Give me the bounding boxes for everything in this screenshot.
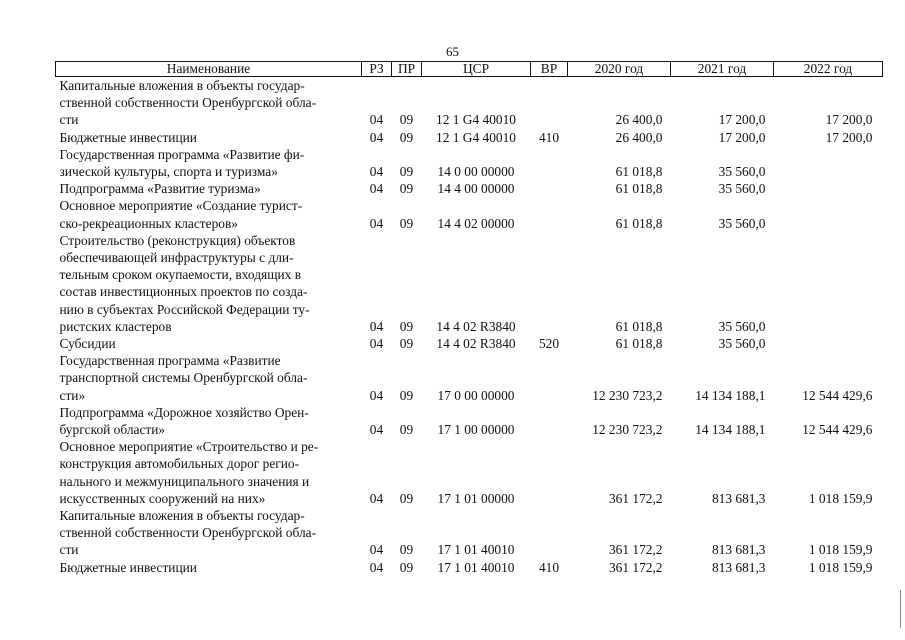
- row-rz-cell: 04: [369, 542, 384, 558]
- row-rz-cell: 04: [369, 215, 384, 231]
- row-2021-value: 14 134 188,1: [695, 387, 766, 403]
- row-2022-value: [774, 197, 883, 231]
- row-rz-cell: 04: [369, 318, 384, 334]
- row-2020-value: 12 230 723,2: [592, 387, 663, 403]
- row-2021-value: 35 560,0: [718, 181, 766, 197]
- row-2022-value: 12 544 429,6: [802, 387, 873, 403]
- row-pr-cell: 09: [399, 129, 414, 145]
- budget-table: [55, 61, 883, 576]
- row-name-cell: Капитальные вложения в объекты государ- ственной собственности Оренбургской обла- сти: [59, 78, 317, 128]
- row-pr-cell: 09: [399, 387, 414, 403]
- scan-edge-mark: [900, 590, 901, 628]
- row-2020-value: 61 018,8: [615, 181, 663, 197]
- row-rz-cell: 04: [369, 559, 384, 575]
- row-csr-cell: 14 4 02 R3840: [436, 318, 516, 334]
- row-csr-cell: 17 1 00 00000: [437, 422, 515, 438]
- row-vr-cell: [531, 77, 568, 129]
- table-row: [56, 507, 883, 559]
- row-2021-value: 813 681,3: [711, 542, 766, 558]
- table-header-row: [56, 62, 883, 77]
- row-2021-value: 17 200,0: [718, 129, 766, 145]
- header-year-2020: 2020 год: [568, 62, 671, 77]
- row-vr-cell: [531, 146, 568, 180]
- header-csr: ЦСР: [422, 62, 531, 77]
- row-2022-value: [774, 180, 883, 197]
- row-2020-value: 61 018,8: [615, 215, 663, 231]
- row-vr-cell: [531, 352, 568, 404]
- row-pr-cell: 09: [399, 112, 414, 128]
- row-csr-cell: 14 4 02 R3840: [436, 336, 516, 352]
- row-2020-value: 61 018,8: [615, 318, 663, 334]
- row-2020-value: 26 400,0: [615, 129, 663, 145]
- row-rz-cell: 04: [369, 336, 384, 352]
- row-rz-cell: 04: [369, 490, 384, 506]
- table-row: [56, 559, 883, 576]
- row-csr-cell: 17 1 01 40010: [437, 559, 515, 575]
- row-2022-value: 12 544 429,6: [802, 422, 873, 438]
- row-csr-cell: 14 0 00 00000: [437, 164, 515, 180]
- row-2021-value: 813 681,3: [711, 559, 766, 575]
- row-csr-cell: 14 4 02 00000: [437, 215, 515, 231]
- row-name-cell: Строительство (реконструкция) объектов обеспечивающей инфраструктуры с дли- тельным сроком окупаемости, входящих в состав инвестиционных проектов по созда- нию в субъектах Российской Федерации ту- ристских кластеров: [59, 232, 310, 334]
- page-number: 65: [446, 44, 459, 59]
- table-row: [56, 352, 883, 404]
- row-name-cell: Основное мероприятие «Строительство и ре- конструкция автомобильных дорог регио- нального и межмуниципального значения и искусственных сооружений на них»: [59, 439, 319, 506]
- row-pr-cell: 09: [399, 542, 414, 558]
- row-pr-cell: 09: [399, 318, 414, 334]
- row-pr-cell: 09: [399, 181, 414, 197]
- row-2021-value: 35 560,0: [718, 336, 766, 352]
- row-rz-cell: 04: [369, 181, 384, 197]
- row-2021-value: 35 560,0: [718, 215, 766, 231]
- row-rz-cell: 04: [369, 164, 384, 180]
- row-2021-value: 813 681,3: [711, 490, 766, 506]
- row-2021-value: 14 134 188,1: [695, 422, 766, 438]
- row-name-cell: Бюджетные инвестиции: [59, 559, 197, 575]
- row-name-cell: Государственная программа «Развитие фи- зической культуры, спорта и туризма»: [59, 146, 305, 180]
- row-2021-value: 35 560,0: [718, 318, 766, 334]
- table-body: [56, 77, 883, 576]
- table-row: [56, 197, 883, 231]
- table-row: [56, 146, 883, 180]
- row-2020-value: 361 172,2: [608, 559, 663, 575]
- row-vr-cell: [531, 180, 568, 197]
- row-2020-value: 26 400,0: [615, 112, 663, 128]
- table-row: [56, 180, 883, 197]
- row-rz-cell: 04: [369, 387, 384, 403]
- row-csr-cell: 12 1 G4 40010: [436, 129, 516, 145]
- header-name: Наименование: [56, 62, 362, 77]
- row-rz-cell: 04: [369, 129, 384, 145]
- row-2020-value: 12 230 723,2: [592, 422, 663, 438]
- row-2022-value: [774, 146, 883, 180]
- row-vr-cell: [531, 197, 568, 231]
- row-2022-value: [774, 335, 883, 352]
- row-2021-value: 35 560,0: [718, 164, 766, 180]
- row-csr-cell: 17 1 01 40010: [437, 542, 515, 558]
- row-name-cell: Субсидии: [59, 336, 116, 352]
- row-vr-cell: [531, 404, 568, 438]
- row-2020-value: 361 172,2: [608, 542, 663, 558]
- row-vr-cell: [531, 507, 568, 559]
- row-vr-cell: 410: [538, 559, 560, 575]
- header-rz: РЗ: [362, 62, 392, 77]
- table-row: [56, 438, 883, 507]
- header-vr: ВР: [531, 62, 568, 77]
- table-row: [56, 404, 883, 438]
- row-csr-cell: 14 4 00 00000: [437, 181, 515, 197]
- row-2022-value: 1 018 159,9: [808, 490, 873, 506]
- row-csr-cell: 17 0 00 00000: [437, 387, 515, 403]
- row-csr-cell: 17 1 01 00000: [437, 490, 515, 506]
- table-row: [56, 232, 883, 335]
- row-name-cell: Основное мероприятие «Создание турист- ско-рекреационных кластеров»: [59, 198, 303, 231]
- header-pr: ПР: [392, 62, 422, 77]
- row-vr-cell: [531, 438, 568, 507]
- row-name-cell: Бюджетные инвестиции: [59, 129, 197, 145]
- row-pr-cell: 09: [399, 559, 414, 575]
- row-2021-value: 17 200,0: [718, 112, 766, 128]
- row-2022-value: 1 018 159,9: [808, 542, 873, 558]
- row-pr-cell: 09: [399, 215, 414, 231]
- row-pr-cell: 09: [399, 490, 414, 506]
- header-year-2021: 2021 год: [671, 62, 774, 77]
- row-vr-cell: 410: [538, 129, 560, 145]
- row-csr-cell: 12 1 G4 40010: [436, 112, 516, 128]
- table-row: [56, 335, 883, 352]
- row-pr-cell: 09: [399, 422, 414, 438]
- row-2020-value: 61 018,8: [615, 164, 663, 180]
- table-row: [56, 129, 883, 146]
- row-rz-cell: 04: [369, 112, 384, 128]
- row-name-cell: Капитальные вложения в объекты государ- ственной собственности Оренбургской обла- сти: [59, 508, 317, 558]
- row-name-cell: Подпрограмма «Развитие туризма»: [59, 181, 261, 197]
- header-year-2022: 2022 год: [774, 62, 883, 77]
- row-2020-value: 61 018,8: [615, 336, 663, 352]
- row-2020-value: 361 172,2: [608, 490, 663, 506]
- row-pr-cell: 09: [399, 336, 414, 352]
- row-name-cell: Подпрограмма «Дорожное хозяйство Орен- бургской области»: [59, 404, 309, 438]
- table-row: [56, 77, 883, 129]
- row-2022-value: 1 018 159,9: [808, 559, 873, 575]
- row-2022-value: 17 200,0: [825, 112, 873, 128]
- row-name-cell: Государственная программа «Развитие транспортной системы Оренбургской обла- сти»: [59, 353, 308, 403]
- row-vr-cell: [531, 232, 568, 335]
- row-rz-cell: 04: [369, 422, 384, 438]
- row-pr-cell: 09: [399, 164, 414, 180]
- row-vr-cell: 520: [538, 336, 560, 352]
- row-2022-value: 17 200,0: [825, 129, 873, 145]
- row-2022-value: [774, 232, 883, 335]
